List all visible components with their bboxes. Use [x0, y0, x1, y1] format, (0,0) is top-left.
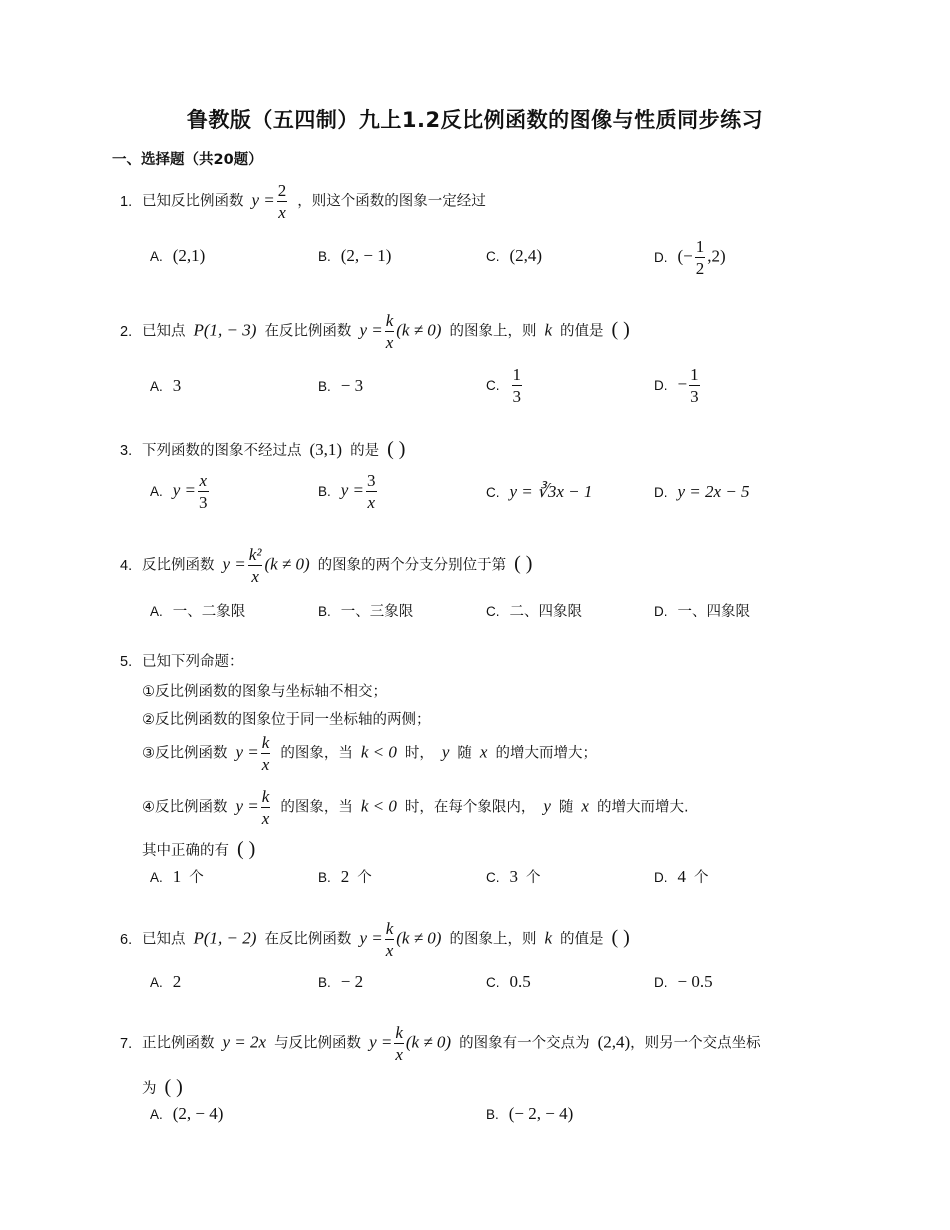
- option-b[interactable]: B. − 3: [318, 376, 364, 395]
- fraction: $\frac{2}{x}$: [277, 181, 287, 222]
- fraction: $\frac{k}{x}$: [385, 311, 394, 352]
- question-7-line2: 为 ( ): [142, 1076, 183, 1098]
- option-b[interactable]: B. 一、三象限: [318, 604, 414, 620]
- option-b[interactable]: B. − 2: [318, 972, 364, 991]
- option-a[interactable]: A. 一、二象限: [150, 604, 246, 620]
- question-3: 3. 下列函数的图象不经过点 (3,1) 的是 ( ): [120, 438, 406, 460]
- option-c[interactable]: C. (2,4): [486, 246, 543, 265]
- section-heading: 一、选择题（共20题）: [112, 152, 263, 168]
- question-ask: 其中正确的有 ( ): [142, 838, 256, 860]
- option-b[interactable]: B. (2, − 1): [318, 246, 392, 265]
- option-d[interactable]: D. 一、四象限: [654, 604, 750, 620]
- question-1: [120, 182, 486, 221]
- option-b[interactable]: B. (− 2, − 4): [486, 1104, 574, 1123]
- option-c[interactable]: C. y = ∛3x − 1: [486, 482, 593, 501]
- option-c[interactable]: C. 3 个: [486, 867, 541, 886]
- option-c[interactable]: C. 0.5: [486, 972, 531, 991]
- question-text: 已知反比例函数: [142, 193, 244, 210]
- statement-3: ③反比例函数 y = $\frac{k}{x}$ 的图象，当 k < 0 时， y 随 x 的增大而增大；: [142, 733, 597, 774]
- option-a[interactable]: A. 1 个: [150, 867, 204, 886]
- option-c[interactable]: C. 二、四象限: [486, 604, 582, 620]
- option-d[interactable]: D. 4 个: [654, 867, 709, 886]
- option-c[interactable]: C. $\frac{1}{3}$: [486, 365, 521, 406]
- point: P(1, − 3): [193, 320, 257, 340]
- question-2: 2. 已知点 P(1, − 3) 在反比例函数 y = $\frac{k}{x}$ (k ≠ 0) 的图象上，则 k 的值是 ( ): [120, 311, 630, 352]
- question-number: 1.: [120, 193, 133, 210]
- option-a[interactable]: A. (2, − 4): [150, 1104, 224, 1123]
- math-lhs: y =: [251, 190, 275, 210]
- question-7: 7. 正比例函数 y = 2x 与反比例函数 y = $\frac{k}{x}$ (k ≠ 0) 的图象有一个交点为 (2,4)，则另一个交点坐标: [120, 1023, 761, 1064]
- option-d[interactable]: D. (− $\frac{1}{2}$ ,2): [654, 237, 726, 278]
- page-title: 鲁教版（五四制）九上1.2反比例函数的图像与性质同步练习: [186, 108, 764, 132]
- option-a[interactable]: A. y = $\frac{x}{3}$: [150, 471, 208, 512]
- option-b[interactable]: B. y = $\frac{3}{x}$: [318, 471, 376, 512]
- question-4: 4. 反比例函数 y = $\frac{\text{k²}}{x}$ (k ≠ 0) 的图象的两个分支分别位于第 ( ): [120, 545, 533, 586]
- statement-1: ①反比例函数的图象与坐标轴不相交；: [142, 684, 387, 700]
- option-d[interactable]: D. y = 2x − 5: [654, 482, 750, 501]
- option-a[interactable]: A. 3: [150, 376, 182, 395]
- statement-2: ②反比例函数的图象位于同一坐标轴的两侧；: [142, 712, 431, 728]
- option-d[interactable]: D. − 0.5: [654, 972, 713, 991]
- option-a[interactable]: A. 2: [150, 972, 182, 991]
- question-5: 5. 已知下列命题：: [120, 654, 244, 670]
- option-b[interactable]: B. 2 个: [318, 867, 372, 886]
- question-text: ，则这个函数的图象一定经过: [297, 193, 486, 210]
- option-a[interactable]: A. (2,1): [150, 246, 206, 265]
- option-d[interactable]: D. − $\frac{1}{3}$: [654, 365, 699, 406]
- statement-4: ④反比例函数 y = $\frac{k}{x}$ 的图象，当 k < 0 时，在每个象限内， y 随 x 的增大而增大.: [142, 787, 689, 828]
- question-6: 6. 已知点 P(1, − 2) 在反比例函数 y = $\frac{k}{x}$ (k ≠ 0) 的图象上，则 k 的值是 ( ): [120, 919, 630, 960]
